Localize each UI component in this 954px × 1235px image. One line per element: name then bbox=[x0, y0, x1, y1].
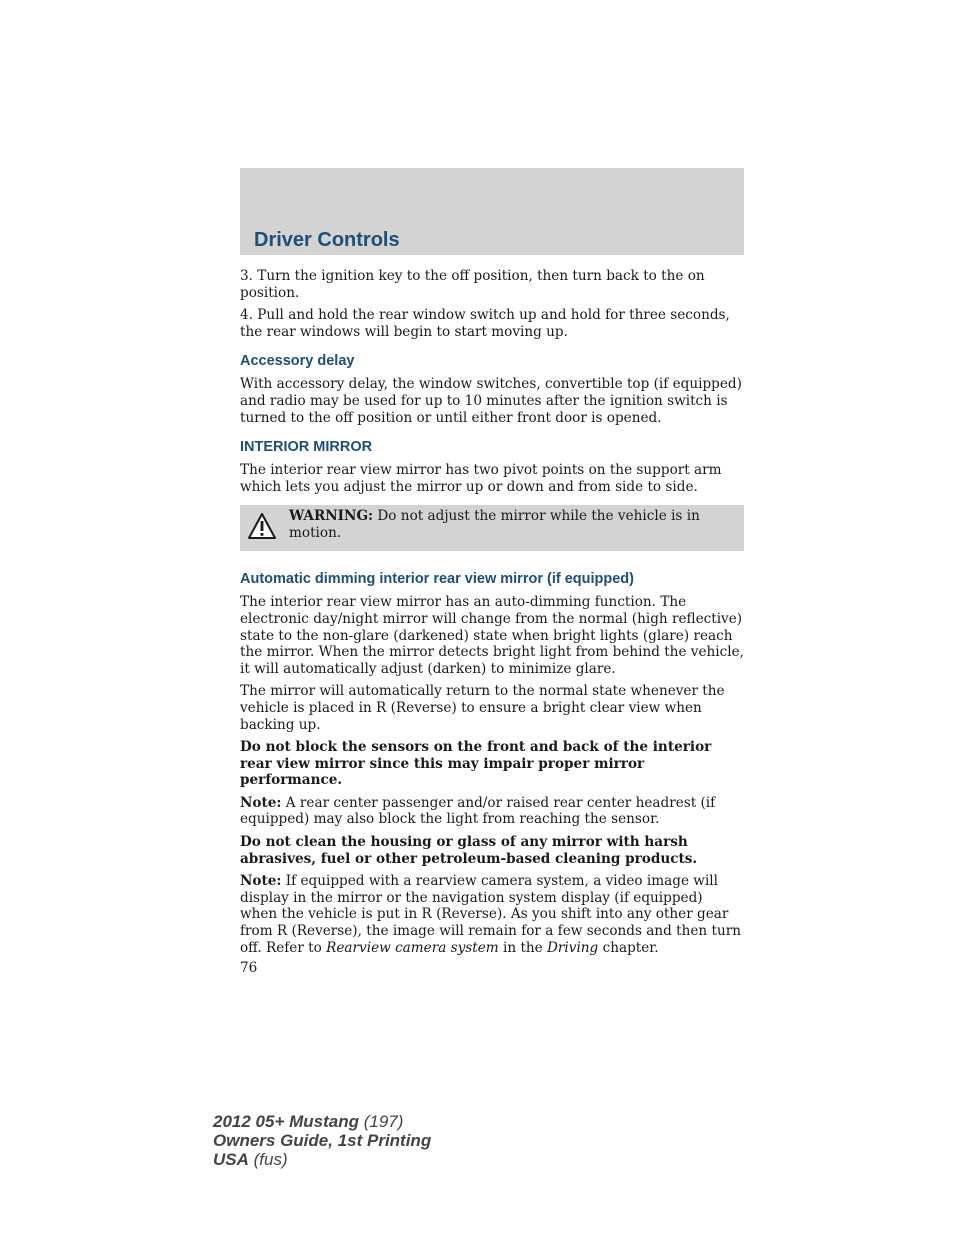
note-2-end: chapter. bbox=[602, 939, 659, 956]
auto-dimming-paragraph-2: The mirror will automatically return to the normal state whenever the vehicle is placed in R (Reverse) to ensure a bright clear view when backing up. bbox=[240, 683, 725, 733]
footer-line-1 bbox=[213, 1112, 431, 1131]
driving-chapter-reference: Driving bbox=[547, 939, 599, 956]
footer-market: USA bbox=[213, 1150, 249, 1169]
note-1-text: A rear center passenger and/or raised rear center headrest (if equipped) may also block the light from reaching the sensor. bbox=[240, 794, 716, 828]
warning-text bbox=[289, 508, 714, 541]
accessory-delay-paragraph: With accessory delay, the window switches, convertible top (if equipped) and radio may be used for up to 10 minutes after the ignition switch is turned to the off position or until either front door is opened. bbox=[240, 376, 742, 426]
warning-label: WARNING: bbox=[289, 508, 374, 525]
interior-mirror-heading: INTERIOR MIRROR bbox=[240, 439, 373, 456]
note-2-mid: in the bbox=[503, 939, 543, 956]
note-1-label: Note: bbox=[240, 794, 282, 811]
note-2-label: Note: bbox=[240, 873, 282, 890]
note-1-paragraph bbox=[240, 795, 744, 828]
warning-message: Do not adjust the mirror while the vehicle is in motion. bbox=[289, 508, 700, 541]
auto-dimming-heading: Automatic dimming interior rear view mirror (if equipped) bbox=[240, 571, 634, 588]
footer-line-2 bbox=[213, 1131, 431, 1150]
sensor-caution-paragraph: Do not block the sensors on the front and back of the interior rear view mirror since this may impair proper mirror performance. bbox=[240, 739, 712, 789]
note-2-text: If equipped with a rearview camera system, a video image will display in the mirror or the navigation system display (if equipped) when the vehicle is put in R (Reverse). As you shift into any other gear from R (Reverse), the image will remain for a few seconds and then turn off. Refer to bbox=[240, 873, 741, 956]
accessory-delay-heading: Accessory delay bbox=[240, 353, 355, 370]
auto-dimming-paragraph-1: The interior rear view mirror has an auto-dimming function. The electronic day/night mirror will change from the normal (high reflective) state to the non-glare (darkened) state when bright lights (glare) reach the mirror. When the mirror detects bright light from behind the vehicle, it will automatically adjust (darken) to minimize glare. bbox=[240, 594, 744, 677]
cleaning-caution-paragraph: Do not clean the housing or glass of any mirror with harsh abrasives, fuel or other petroleum-based cleaning products. bbox=[240, 834, 698, 867]
section-title: Driver Controls bbox=[254, 229, 400, 251]
footer-model-code: (197) bbox=[363, 1112, 404, 1131]
page-number: 76 bbox=[240, 960, 258, 977]
warning-triangle-icon bbox=[247, 512, 277, 540]
step-4-paragraph: 4. Pull and hold the rear window switch up and hold for three seconds, the rear windows will begin to start moving up. bbox=[240, 307, 730, 340]
footer-market-code: (fus) bbox=[253, 1150, 288, 1169]
footer-line-3 bbox=[213, 1150, 431, 1169]
note-2-paragraph bbox=[240, 873, 744, 956]
footer-edition: Owners Guide, 1st Printing bbox=[213, 1131, 432, 1150]
page-content bbox=[240, 268, 744, 977]
rearview-camera-reference: Rearview camera system bbox=[326, 939, 499, 956]
document-footer bbox=[213, 1112, 431, 1169]
warning-box bbox=[240, 505, 744, 551]
step-3-paragraph: 3. Turn the ignition key to the off position, then turn back to the on position. bbox=[240, 268, 705, 301]
interior-mirror-paragraph: The interior rear view mirror has two pivot points on the support arm which lets you adjust the mirror up or down and from side to side. bbox=[240, 462, 722, 495]
section-header-band bbox=[240, 168, 744, 255]
footer-model: 2012 05+ Mustang bbox=[213, 1112, 359, 1131]
